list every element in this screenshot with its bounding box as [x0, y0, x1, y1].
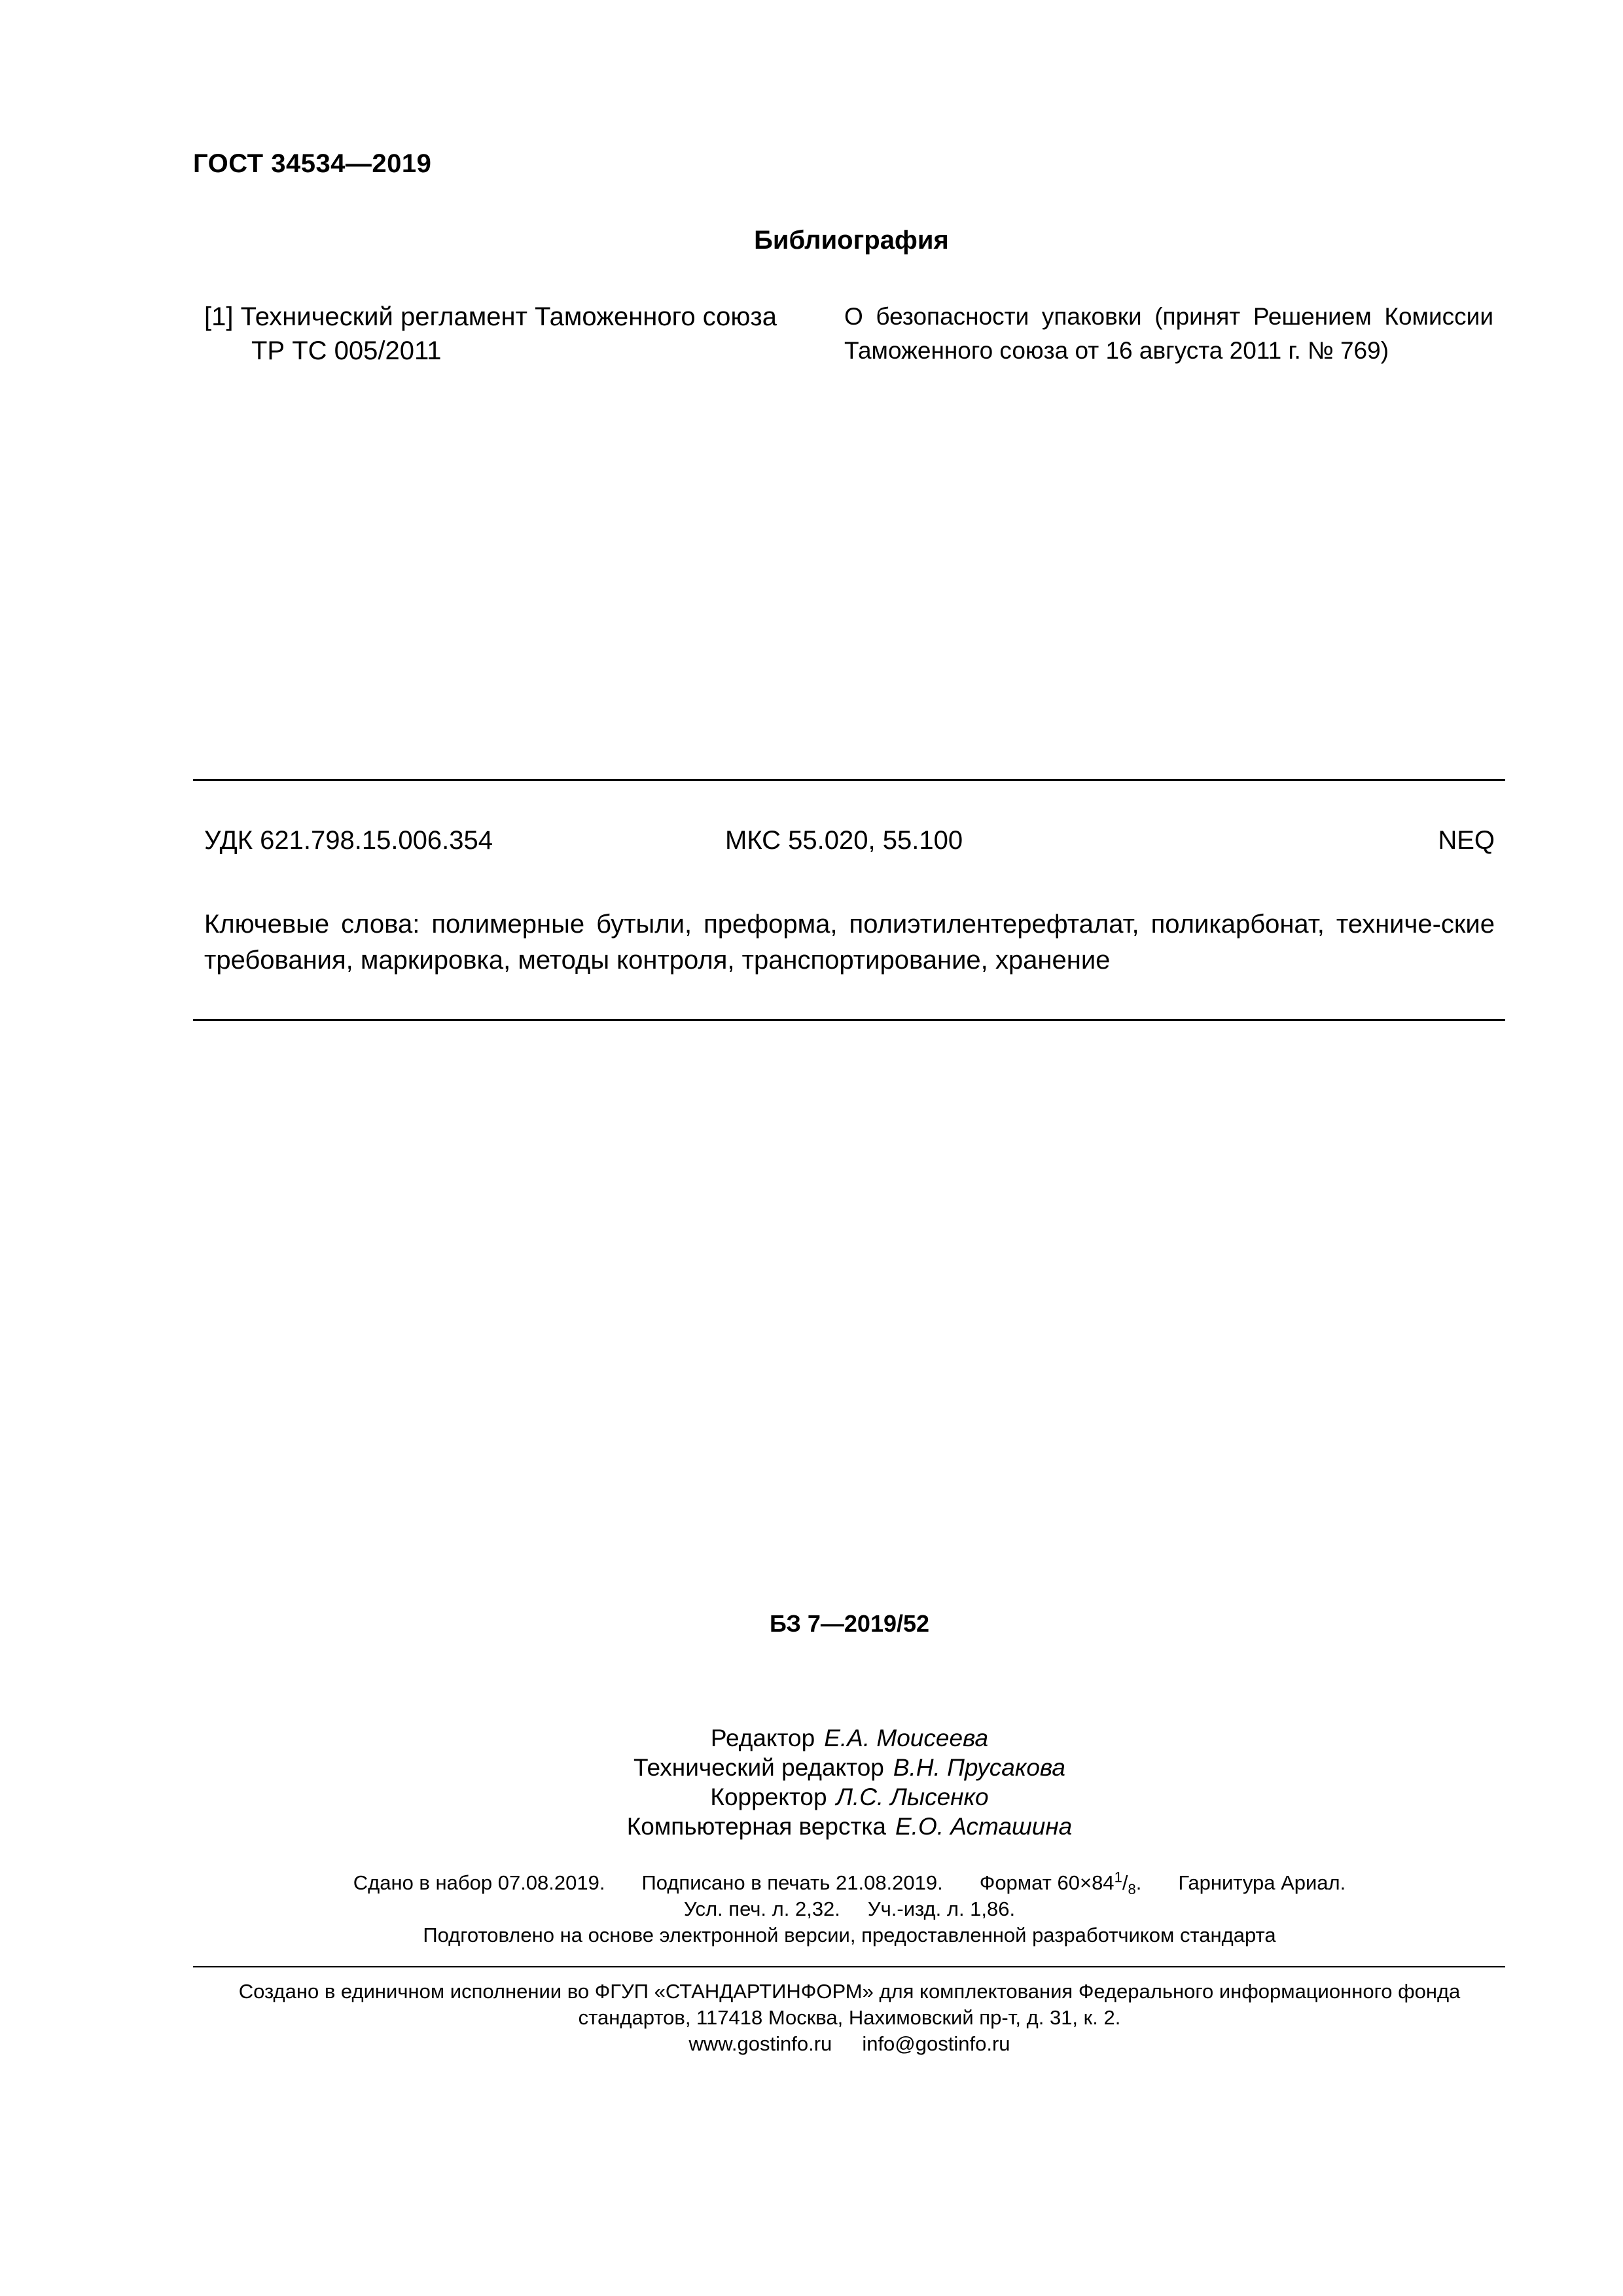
bibliography-title: Библиография — [754, 226, 949, 255]
print-info-line1 — [0, 1870, 1623, 1896]
staff-name: Е.О. Асташина — [895, 1813, 1073, 1840]
staff-layout: Компьютерная верстка Е.О. Асташина — [626, 1813, 1073, 1840]
mks-code: МКС 55.020, 55.100 — [725, 826, 963, 855]
document-number: ГОСТ 34534—2019 — [193, 149, 432, 178]
typeface: Гарнитура Ариал. — [1178, 1871, 1346, 1894]
staff-name: Е.А. Моисеева — [824, 1725, 989, 1751]
bibliography-entry-description: О безопасности упаковки (принят Решением Комиссии Таможенного союза от 16 августа 2011 г. № 769) — [844, 303, 1493, 364]
staff-list — [0, 1723, 1623, 1841]
divider-top — [193, 779, 1505, 781]
footer-contacts — [0, 2031, 1623, 2057]
email-link[interactable]: info@gostinfo.ru — [862, 2032, 1010, 2055]
bibliography-ref-code: ТР ТС 005/2011 — [251, 336, 442, 365]
staff-name: Л.С. Лысенко — [836, 1784, 989, 1810]
footer-line1: Создано в единичном исполнении во ФГУП «СТАНДАРТИНФОРМ» для комплектования Федерального информационного фонда — [238, 1980, 1461, 2003]
bibliography-entry-reference — [204, 300, 813, 368]
typeset-date: Сдано в набор 07.08.2019. — [353, 1871, 605, 1894]
udk-code: УДК 621.798.15.006.354 — [204, 826, 493, 855]
equivalence-code: NEQ — [1438, 826, 1495, 855]
print-info — [0, 1870, 1623, 1948]
divider-footer — [193, 1966, 1505, 1967]
divider-bottom — [193, 1019, 1505, 1021]
edit-sheets: Уч.-изд. л. 1,86. — [867, 1897, 1016, 1920]
print-sheets: Усл. печ. л. 2,32. — [683, 1897, 840, 1920]
staff-editor: Редактор Е.А. Моисеева — [710, 1725, 989, 1751]
staff-name: В.Н. Прусакова — [893, 1754, 1065, 1781]
bibliography-ref: [1] Технический регламент Таможенного союза — [204, 302, 777, 331]
print-info-line2 — [0, 1896, 1623, 1922]
publisher-footer — [0, 1979, 1623, 2057]
keywords: Ключевые слова: полимерные бутыли, преформа, полиэтилентерефталат, поликарбонат, техниче-ские требования, маркировка, методы контроля, транспортирование, хранение — [204, 910, 1495, 975]
footer-line2: стандартов, 117418 Москва, Нахимовский пр-т, д. 31, к. 2. — [578, 2006, 1121, 2029]
paper-format: Формат $60\times 84^1/_8$. — [979, 1869, 1142, 1898]
staff-proofreader: Корректор Л.С. Лысенко — [710, 1784, 989, 1810]
prepared-note: Подготовлено на основе электронной версии, предоставленной разработчиком стандарта — [423, 1924, 1276, 1946]
signed-date: Подписано в печать 21.08.2019. — [641, 1871, 943, 1894]
bz-number: БЗ 7—2019/52 — [769, 1610, 930, 1637]
staff-tech-editor: Технический редактор В.Н. Прусакова — [633, 1754, 1065, 1781]
website-link[interactable]: www.gostinfo.ru — [688, 2032, 832, 2055]
